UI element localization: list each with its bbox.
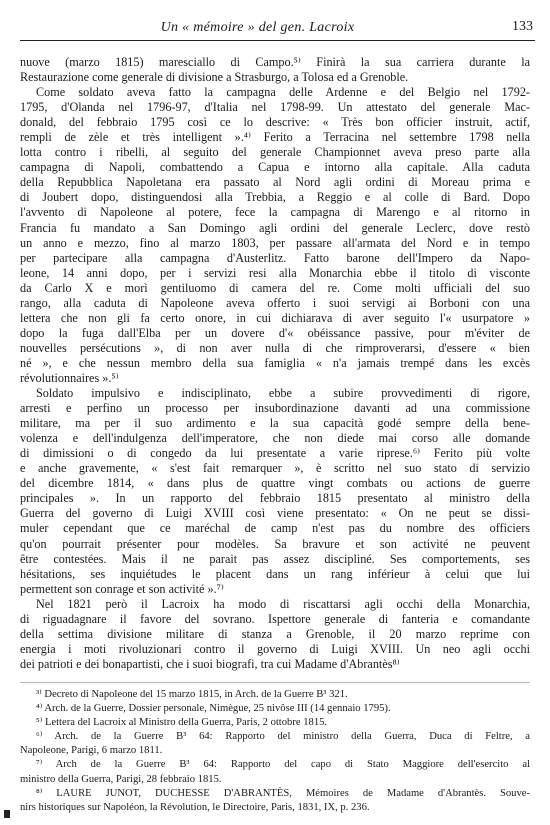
text-line: campagna di Napoli, combattendo a Capua e intorno alla capitale. Alla caduta: [20, 160, 530, 175]
footnote-line: ⁶⁾ Arch. de la Guerre B³ 64: Rapporto del ministro della Guerra, Duca di Feltre, a: [36, 731, 530, 743]
margin-mark: [4, 810, 10, 818]
text-line: 1795, d'Olanda nel 1796-97, d'Italia nel 1798-99. Un attestato del generale Mac-: [20, 100, 530, 115]
footnotes: [20, 682, 530, 815]
text-line: l'avvento di Napoleone al potere, fece la campagna di Marengo e al ritorno in: [20, 205, 530, 220]
text-line: del dicembre 1814, « dans plus de quattre vingt combats ou actions de guerre: [20, 476, 530, 491]
footnote-line: ⁴⁾ Arch. de la Guerre, Dossier personale, Nimègue, 25 nivôse III (14 gennaio 1795).: [36, 703, 391, 715]
body-text: [20, 55, 530, 672]
text-line: lettera che non gli fa certo onore, in cui dichiarava di aver seguito l'« usurpatore »: [20, 310, 530, 325]
text-line: di riguadagnare il favore del sovrano. Ispettore generale di fanteria e comandante: [20, 611, 530, 626]
footnote-rule: [20, 682, 530, 683]
text-line: Francia fu mandato a San Domingo agli ordini del generale Leclerc, dove restò: [20, 220, 530, 235]
page-header: [20, 18, 535, 41]
text-line: Restaurazione come generale di divisione a Strasburgo, a Tolosa ed a Grenoble.: [20, 70, 409, 85]
text-line: della settima divisione militare di stanza a Grenoble, il 20 marzo reprime con: [20, 626, 530, 641]
text-line: principales ». In un rapporto del febbraio 1815 presentato al ministro della: [20, 491, 530, 506]
footnote-line: nirs historiques sur Napoléon, la Révolution, le Directoire, Paris, 1831, IX, p. 236.: [20, 801, 370, 813]
text-line: di Joubert dopo, distinguendosi alla Trebbia, a Reggio e al colle di Bard. Dopo: [20, 190, 530, 205]
footnote-line: Napoleone, Parigi, 6 marzo 1811.: [20, 745, 163, 757]
text-line: être contestées. Mais il ne parait pas assez discipliné. Ses comportements, ses: [20, 551, 530, 566]
footnote-line: ministro della Guerra, Parigi, 28 febbraio 1815.: [20, 773, 222, 785]
footnote-line: ⁷⁾ Arch de la Guerre B³ 64: Rapporto del capo di Stato Maggiore dell'esercito al: [36, 759, 530, 771]
text-line: hésitations, ses inquiétudes le placent dans un rang inférieur à celui que lui: [20, 566, 530, 581]
text-line: Soldato impulsivo e indisciplinato, ebbe a subire provvedimenti di rigore,: [36, 386, 530, 401]
footnote-line: ⁸⁾ LAURE JUNOT, DUCHESSE D'ABRANTÈS, Mémoires de Madame d'Abrantès. Souve-: [36, 787, 530, 799]
text-line: dopo la fuga dall'Elba per un dovere d'« obéissance passive, pour m'éviter de: [20, 325, 530, 340]
text-line: muler cependant que ce maréchal de camp n'est pas du nombre des officiers: [20, 521, 530, 536]
text-line: un anno e mezzo, fino al marzo 1803, per passare all'armata del Nord e in tempo: [20, 235, 530, 250]
text-line: Come soldato aveva fatto la campagna delle Ardenne e del Belgio nel 1792-: [36, 85, 530, 100]
text-line: rango, alla caduta di Napoleone aveva offerto i suoi servigi ai Borboni con una: [20, 295, 530, 310]
text-line: né », e che nessun membro della sua famiglia « n'a jamais trempé dans les excès: [20, 355, 530, 370]
text-line: rempli de zèle et très intelligent ».⁴⁾ Ferito a Terracina nel settembre 1798 nella: [20, 130, 530, 145]
text-line: di dimissioni o di congedo da lui presentate a varie riprese.⁶⁾ Ferito più volte: [20, 446, 530, 461]
text-line: révolutionnaires ».⁵⁾: [20, 370, 119, 385]
text-line: nuove (marzo 1815) maresciallo di Campo.⁵⁾ Finirà la sua carriera durante la: [20, 55, 530, 69]
text-line: dei patrioti e dei bonapartisti, che i suoi biografi, tra cui Madame d'Abrantès⁸⁾: [20, 656, 400, 671]
text-line: energia i moti rivoluzionari contro il governo di Luigi XVIII. Un neo agli occhi: [20, 641, 530, 656]
text-line: volenza e dell'indulgenza dell'imperatore, che non diede mai corso alle domande: [20, 431, 530, 446]
text-line: e anche gravemente, « s'est fait remarquer », è scritto nel suo stato di servizio: [20, 461, 530, 476]
text-line: lotta contro i ribelli, al seguito del generale Championnet aveva preso parte alla: [20, 145, 530, 160]
text-line: della Repubblica Napoletana era passato al Nord agli ordini di Moreau prima e: [20, 175, 530, 190]
text-line: per partecipare alla campagna d'Austerlitz. Fatto barone dell'Impero da Napo-: [20, 250, 530, 265]
running-title: Un « mémoire » del gen. Lacroix: [160, 20, 355, 35]
text-line: arresti e perfino un processo per insubordinazione davanti ad una commissione: [20, 401, 530, 416]
text-line: leone, 14 anni dopo, per i servizi resi alla Monarchia ebbe il titolo di visconte: [20, 265, 530, 280]
footnote-line: ⁵⁾ Lettera del Lacroix al Ministro della Guerra, Paris, 2 ottobre 1815.: [36, 717, 328, 729]
text-line: da Carlo X e morì gentiluomo di camera del re. Come molti ufficiali del suo: [20, 280, 530, 295]
text-line: militare, ma per il suo ardimento e la sua capacità godé sempre della bene-: [20, 416, 530, 431]
text-line: nouvelles persécutions », di non aver nulla di che rimproverarsi, d'essere « bien: [20, 340, 530, 355]
footnote-line: ³⁾ Decreto di Napoleone del 15 marzo 1815, in Arch. de la Guerre B³ 321.: [36, 689, 348, 700]
text-line: qu'on pourrait présenter pour modèles. Sa bravure et son activité ne peuvent: [20, 536, 530, 551]
text-line: donald, del febbraio 1795 così ce lo descrive: « Très bon officier instruit, actif,: [20, 115, 530, 130]
text-line: permettent son conrage et son activité ».⁷⁾: [20, 581, 224, 596]
text-line: Nel 1821 però il Lacroix ha modo di riscattarsi agli occhi della Monarchia,: [36, 596, 530, 611]
page-number: 133: [512, 19, 533, 34]
text-line: Guerra del governo di Luigi XVIII così viene presentato: « On ne peut se dissi-: [20, 506, 530, 521]
